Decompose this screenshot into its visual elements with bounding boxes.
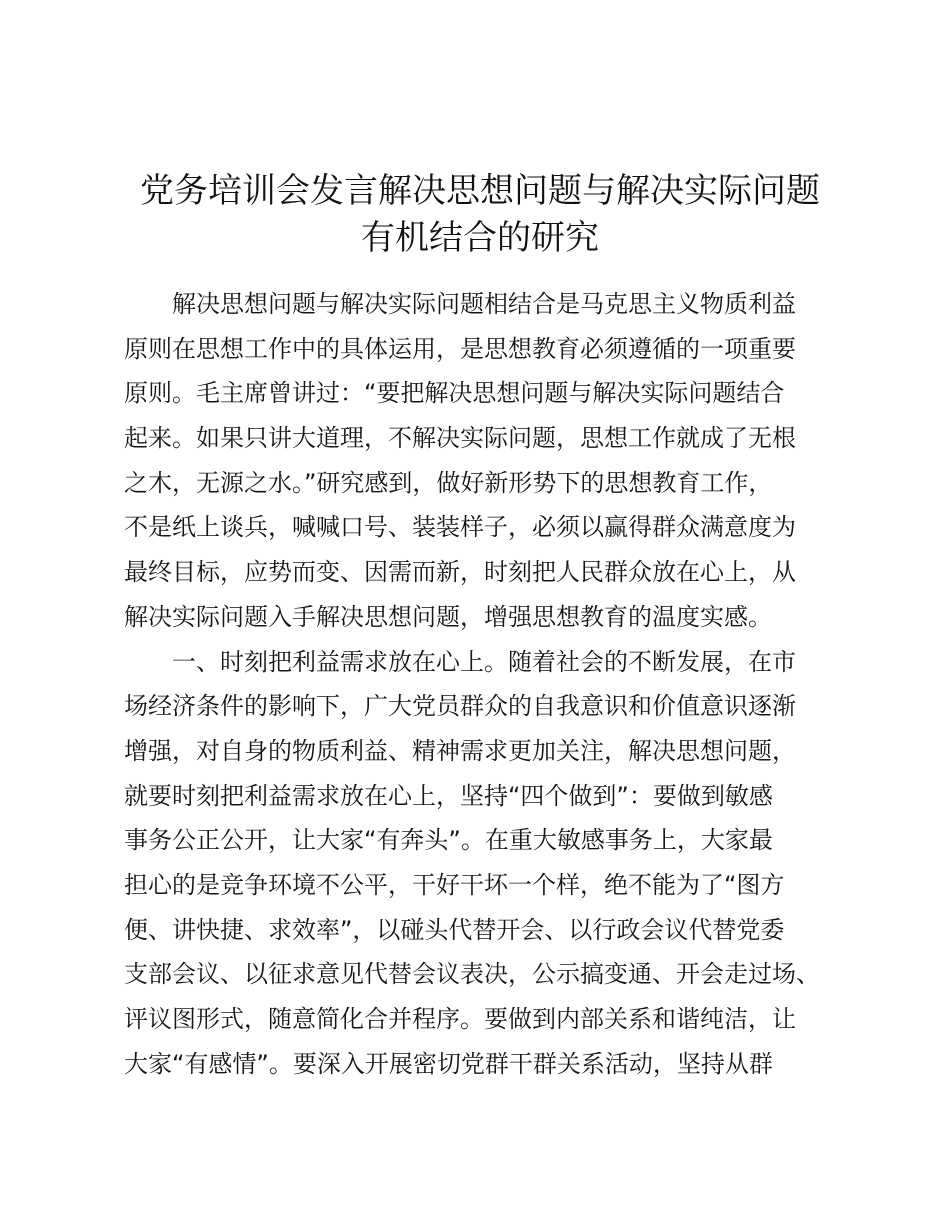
document-body <box>124 282 844 1086</box>
paragraph-line: 之木，无源之水。”研究感到，做好新形势下的思想教育工作， <box>124 468 773 497</box>
paragraph-line: 不是纸上谈兵，喊喊口号、装装样子，必须以赢得群众满意度为 <box>124 513 796 542</box>
paragraph-section-one <box>124 640 844 1087</box>
paragraph-line: 解决思想问题与解决实际问题相结合是马克思主义物质利益 <box>172 290 796 318</box>
paragraph-line: 场经济条件的影响下，广大党员群众的自我意识和价值意识逐渐 <box>124 692 796 721</box>
title-line: 党务培训会发言解决思想问题与解决实际问题 <box>140 171 820 211</box>
paragraph-line: 解决实际问题入手解决思想问题，增强思想教育的温度实感。 <box>124 602 772 631</box>
paragraph-line: 评议图形式，随意简化合并程序。要做到内部关系和谐纯洁，让 <box>124 1005 796 1033</box>
paragraph-line: 担心的是竞争环境不公平，干好干坏一个样，绝不能为了“图方 <box>124 870 785 899</box>
paragraph-line: 最终目标，应势而变、因需而新，时刻把人民群众放在心上，从 <box>124 558 796 587</box>
paragraph-line: 增强，对自身的物质利益、精神需求更加关注，解决思想问题， <box>124 736 796 765</box>
paragraph-intro <box>124 282 844 640</box>
paragraph-line: 就要时刻把利益需求放在心上，坚持“四个做到”：要做到敏感 <box>124 781 773 810</box>
paragraph-line: 事务公正公开，让大家“有奔头”。在重大敏感事务上，大家最 <box>124 826 773 855</box>
paragraph-line: 便、讲快捷、求效率”，以碰头代替开会、以行政会议代替党委 <box>124 915 785 944</box>
paragraph-line: 原则在思想工作中的具体运用，是思想教育必须遵循的一项重要 <box>124 334 796 363</box>
title-line: 有机结合的研究 <box>361 218 599 258</box>
paragraph-line: 一、时刻把利益需求放在心上。随着社会的不断发展，在市 <box>172 647 796 676</box>
paragraph-line: 起来。如果只讲大道理，不解决实际问题，思想工作就成了无根 <box>124 424 796 453</box>
paragraph-line: 支部会议、以征求意见代替会议表决，公示搞变通、开会走过场、 <box>124 960 820 989</box>
document-title <box>100 168 860 262</box>
paragraph-line: 原则。毛主席曾讲过：“要把解决思想问题与解决实际问题结合 <box>124 379 785 408</box>
paragraph-line: 大家“有感情”。要深入开展密切党群干群关系活动，坚持从群 <box>124 1049 773 1078</box>
